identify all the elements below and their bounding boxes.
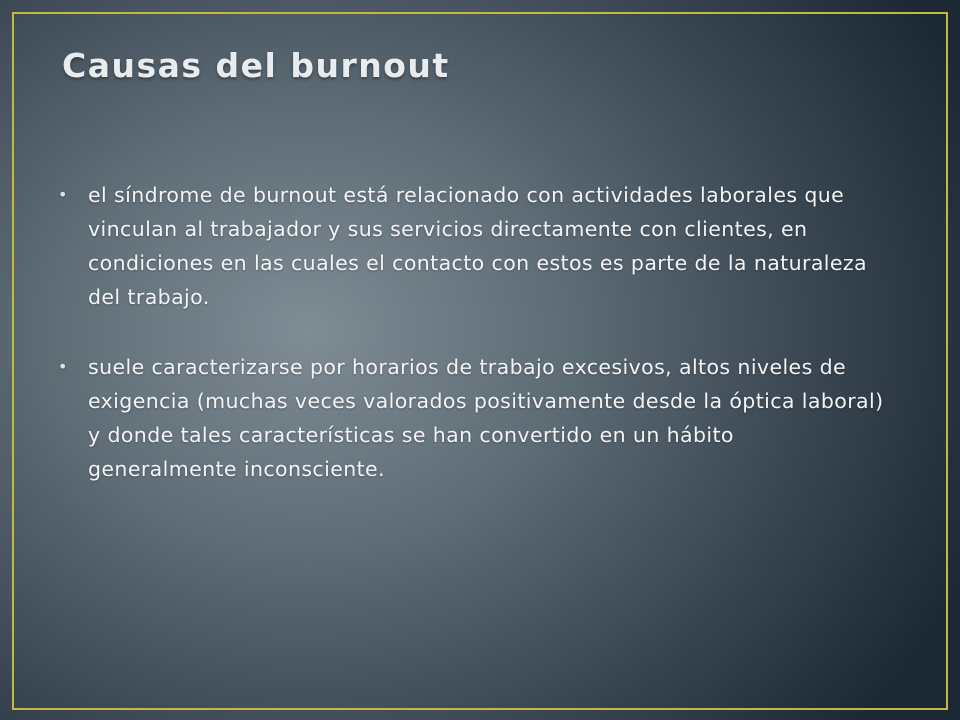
bullet-list [56,178,886,522]
slide-title: Causas del burnout [62,46,450,85]
bullet-item [56,178,886,314]
bullet-marker-icon: • [58,357,68,376]
bullet-text: el síndrome de burnout está relacionado con actividades laborales que vinculan al trabajador y sus servicios directamente con clientes, en condiciones en las cuales el contacto con estos es parte de la naturaleza del trabajo. [88,183,868,309]
bullet-item [56,350,886,486]
bullet-marker-icon: • [58,185,68,204]
bullet-text: suele caracterizarse por horarios de trabajo excesivos, altos niveles de exigencia (muchas veces valorados positivamente desde la óptica laboral) y donde tales características se han convertido en un hábito generalmente inconsciente. [88,355,884,481]
